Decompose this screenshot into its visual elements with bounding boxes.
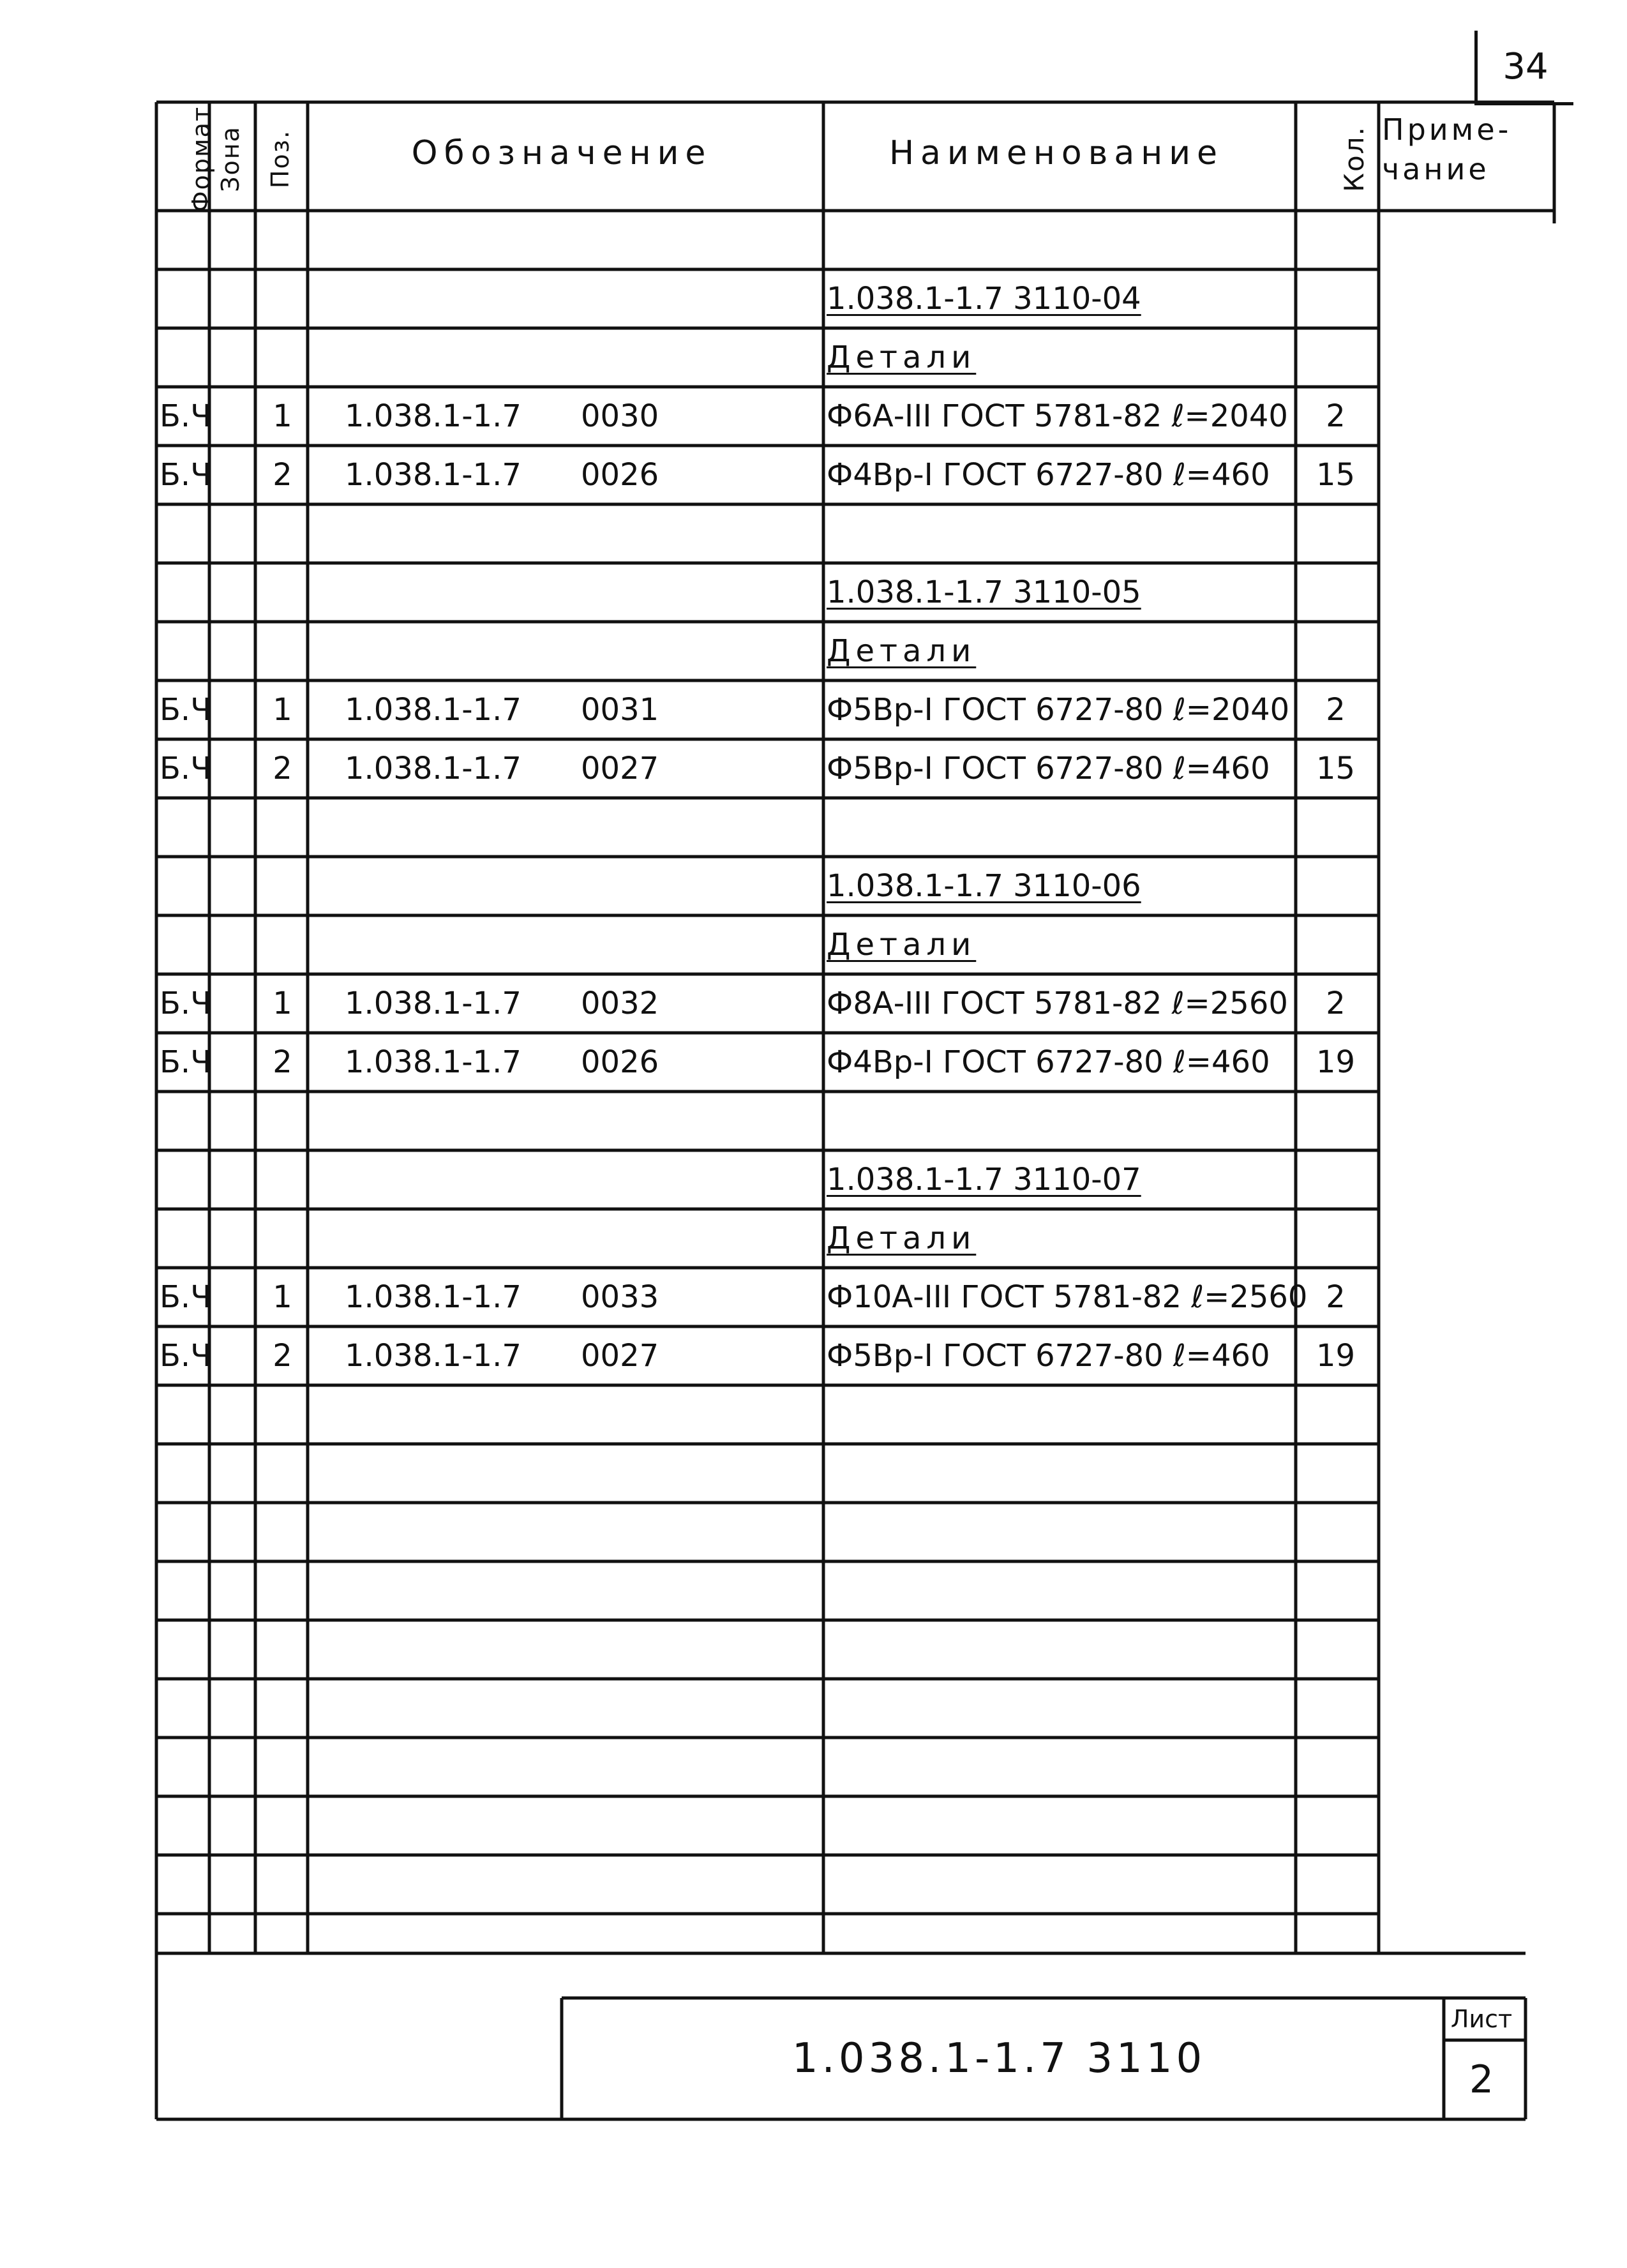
row-qty (1296, 915, 1376, 974)
row-name: 1.038.1-1.7 3110-05 (827, 575, 1141, 610)
row-designation (345, 328, 562, 387)
table-row (0, 915, 1627, 974)
row-name (827, 1092, 1289, 1150)
row-designation: 1.038.1-1.7 (345, 1279, 521, 1315)
row-designation-code (581, 1092, 702, 1150)
row-format (160, 269, 207, 328)
row-format (160, 328, 207, 387)
row-designation-code (581, 857, 702, 915)
row-designation-code: 0031 (581, 692, 659, 728)
row-format: Б.Ч (160, 1338, 212, 1374)
row-qty (1296, 328, 1376, 387)
header-note (1382, 110, 1541, 199)
row-designation (345, 622, 562, 680)
row-designation-code (581, 1209, 702, 1268)
row-qty: 15 (1316, 751, 1356, 786)
row-pos (259, 1092, 306, 1150)
header-pos: Поз. (266, 129, 294, 189)
row-name: 1.038.1-1.7 3110-07 (827, 1162, 1141, 1198)
row-name: Ф8А-III ГОСТ 5781-82 ℓ=2560 (827, 986, 1288, 1021)
row-pos: 2 (273, 1044, 292, 1080)
table-row (0, 1092, 1627, 1150)
header-designation: Обозначение (411, 134, 712, 172)
row-designation: 1.038.1-1.7 (345, 457, 521, 493)
table-row (0, 504, 1627, 563)
row-designation: 1.038.1-1.7 (345, 986, 521, 1021)
title-block-sheet-label: Лист (1450, 2005, 1513, 2033)
row-name: Детали (827, 927, 977, 963)
row-designation-code (581, 798, 702, 857)
row-name (827, 211, 1289, 269)
row-name: Ф4Вр-I ГОСТ 6727-80 ℓ=460 (827, 457, 1270, 493)
row-format: Б.Ч (160, 398, 212, 434)
row-format (160, 857, 207, 915)
table-row (0, 974, 1627, 1033)
row-designation (345, 1092, 562, 1150)
header-note-line1: Приме- (1382, 112, 1512, 147)
row-qty: 19 (1316, 1044, 1356, 1080)
row-designation-code (581, 622, 702, 680)
row-qty (1296, 211, 1376, 269)
row-format (160, 1209, 207, 1268)
row-pos (259, 798, 306, 857)
row-designation (345, 798, 562, 857)
row-qty: 2 (1326, 398, 1346, 434)
title-block-designation: 1.038.1-1.7 3110 (791, 2035, 1206, 2082)
row-pos: 1 (273, 1279, 292, 1315)
header-zone: Зона (216, 126, 244, 192)
table-row (0, 387, 1627, 446)
row-format (160, 504, 207, 563)
table-row (0, 1033, 1627, 1092)
row-qty (1296, 857, 1376, 915)
table-row (0, 269, 1627, 328)
row-designation: 1.038.1-1.7 (345, 692, 521, 728)
row-name: Детали (827, 633, 977, 669)
row-name: Детали (827, 1220, 977, 1256)
row-pos (259, 328, 306, 387)
row-qty: 2 (1326, 692, 1346, 728)
row-pos: 2 (273, 1338, 292, 1374)
table-row (0, 857, 1627, 915)
row-format: Б.Ч (160, 1044, 212, 1080)
row-designation-code (581, 504, 702, 563)
row-designation-code (581, 915, 702, 974)
table-row (0, 622, 1627, 680)
table-row (0, 328, 1627, 387)
row-format (160, 211, 207, 269)
row-pos (259, 1150, 306, 1209)
row-pos: 2 (273, 457, 292, 493)
row-pos: 1 (273, 398, 292, 434)
row-name: Ф5Вр-I ГОСТ 6727-80 ℓ=460 (827, 751, 1270, 786)
table-row (0, 1150, 1627, 1209)
row-name: Ф4Вр-I ГОСТ 6727-80 ℓ=460 (827, 1044, 1270, 1080)
table-row (0, 1209, 1627, 1268)
row-designation (345, 211, 562, 269)
row-qty (1296, 622, 1376, 680)
row-qty (1296, 563, 1376, 622)
corner-sheet-number: 34 (1503, 45, 1548, 87)
row-name: Ф5Вр-I ГОСТ 6727-80 ℓ=460 (827, 1338, 1270, 1374)
row-designation-code (581, 211, 702, 269)
row-qty: 2 (1326, 1279, 1346, 1315)
row-name: 1.038.1-1.7 3110-06 (827, 868, 1141, 904)
row-designation (345, 269, 562, 328)
header-qty: Кол. (1338, 126, 1370, 192)
table-row (0, 446, 1627, 504)
row-designation: 1.038.1-1.7 (345, 398, 521, 434)
row-designation-code (581, 269, 702, 328)
row-format (160, 563, 207, 622)
row-name (827, 798, 1289, 857)
row-designation-code: 0026 (581, 1044, 659, 1080)
row-qty (1296, 1209, 1376, 1268)
row-pos (259, 269, 306, 328)
table-row (0, 680, 1627, 739)
row-pos: 1 (273, 986, 292, 1021)
row-format: Б.Ч (160, 1279, 212, 1315)
row-pos: 1 (273, 692, 292, 728)
row-qty: 2 (1326, 986, 1346, 1021)
row-pos (259, 504, 306, 563)
row-format: Б.Ч (160, 692, 212, 728)
row-name: Ф5Вр-I ГОСТ 6727-80 ℓ=2040 (827, 692, 1290, 728)
row-designation: 1.038.1-1.7 (345, 1044, 521, 1080)
row-designation (345, 563, 562, 622)
row-format (160, 798, 207, 857)
title-block-sheet-number: 2 (1469, 2057, 1494, 2102)
row-designation-code (581, 328, 702, 387)
header-note-line2: чание (1382, 152, 1490, 186)
row-pos (259, 1209, 306, 1268)
row-designation-code: 0032 (581, 986, 659, 1021)
row-format: Б.Ч (160, 986, 212, 1021)
row-pos (259, 563, 306, 622)
row-qty (1296, 504, 1376, 563)
row-designation-code: 0027 (581, 751, 659, 786)
row-designation-code: 0026 (581, 457, 659, 493)
table-row (0, 211, 1627, 269)
row-designation (345, 857, 562, 915)
row-format (160, 1092, 207, 1150)
row-designation (345, 504, 562, 563)
row-qty: 19 (1316, 1338, 1356, 1374)
row-pos: 2 (273, 751, 292, 786)
row-designation-code (581, 563, 702, 622)
row-format (160, 915, 207, 974)
row-name: 1.038.1-1.7 3110-04 (827, 281, 1141, 317)
row-designation-code (581, 1150, 702, 1209)
row-designation-code: 0027 (581, 1338, 659, 1374)
row-pos (259, 857, 306, 915)
table-row (0, 739, 1627, 798)
row-name: Ф6А-III ГОСТ 5781-82 ℓ=2040 (827, 398, 1288, 434)
row-pos (259, 211, 306, 269)
table-row (0, 1326, 1627, 1385)
row-name: Ф10А-III ГОСТ 5781-82 ℓ=2560 (827, 1279, 1308, 1315)
row-qty (1296, 269, 1376, 328)
row-qty (1296, 1150, 1376, 1209)
row-pos (259, 915, 306, 974)
table-row (0, 798, 1627, 857)
row-qty: 15 (1316, 457, 1356, 493)
row-qty (1296, 798, 1376, 857)
row-designation (345, 1150, 562, 1209)
row-format (160, 1150, 207, 1209)
row-designation-code: 0033 (581, 1279, 659, 1315)
row-format: Б.Ч (160, 457, 212, 493)
row-designation-code: 0030 (581, 398, 659, 434)
row-designation: 1.038.1-1.7 (345, 751, 521, 786)
header-format: Формат (187, 105, 215, 213)
row-designation (345, 915, 562, 974)
row-qty (1296, 1092, 1376, 1150)
row-format: Б.Ч (160, 751, 212, 786)
header-name: Наименование (888, 134, 1224, 172)
row-name: Детали (827, 340, 977, 375)
table-row (0, 1268, 1627, 1326)
row-designation (345, 1209, 562, 1268)
table-row (0, 563, 1627, 622)
row-name (827, 504, 1289, 563)
row-designation: 1.038.1-1.7 (345, 1338, 521, 1374)
row-pos (259, 622, 306, 680)
row-format (160, 622, 207, 680)
